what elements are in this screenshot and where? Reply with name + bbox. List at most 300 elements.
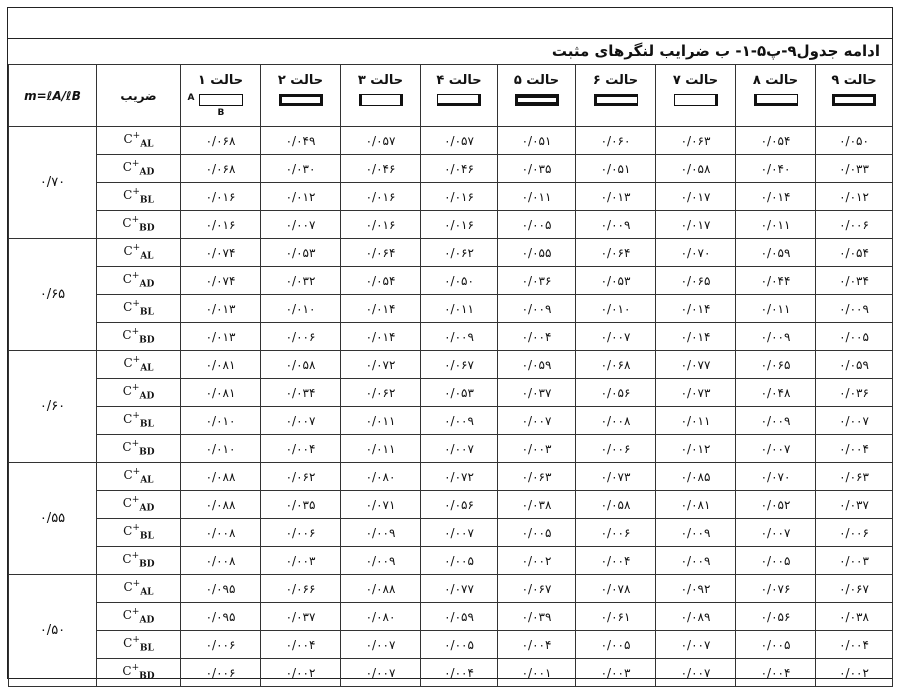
case-2-label: حالت ۲ <box>277 73 324 88</box>
table-cell: ۰/۰۱۴ <box>341 295 421 323</box>
coefficient-symbol <box>97 435 181 463</box>
coefficient-symbol <box>97 631 181 659</box>
coef-sub: BL <box>139 195 154 206</box>
table-cell: ۰/۰۵۴ <box>816 239 893 267</box>
table-cell: ۰/۰۰۱ <box>498 659 576 687</box>
table-cell: ۰/۰۱۳ <box>181 295 261 323</box>
coefficient-symbol <box>97 295 181 323</box>
coefficient-symbol <box>97 463 181 491</box>
coef-sub: BL <box>139 307 154 318</box>
table-cell: ۰/۰۰۷ <box>261 407 341 435</box>
coef-base: C <box>123 188 133 203</box>
table-row <box>9 127 893 155</box>
coef-sub: AL <box>140 139 154 150</box>
coef-sub: AL <box>140 363 154 374</box>
table-cell: ۰/۰۱۱ <box>498 183 576 211</box>
table-cell: ۰/۰۳۰ <box>261 155 341 183</box>
table-cell: ۰/۰۷۰ <box>736 463 816 491</box>
table-cell: ۰/۰۰۵ <box>498 519 576 547</box>
case-1-header <box>181 65 261 127</box>
case-7-slab-icon <box>674 94 718 106</box>
table-cell: ۰/۰۴۸ <box>736 379 816 407</box>
table-cell: ۰/۰۰۷ <box>261 211 341 239</box>
table-title <box>8 38 892 64</box>
coefficient-symbol <box>97 575 181 603</box>
table-cell: ۰/۰۷۸ <box>576 575 656 603</box>
edge-a-label: A <box>187 93 195 103</box>
table-cell: ۰/۰۰۵ <box>498 211 576 239</box>
coef-base: C <box>123 356 133 371</box>
table-cell: ۰/۰۱۰ <box>181 435 261 463</box>
case-3-header <box>341 65 421 127</box>
table-cell: ۰/۰۵۳ <box>261 239 341 267</box>
table-cell: ۰/۰۳۷ <box>498 379 576 407</box>
table-cell: ۰/۰۰۳ <box>498 435 576 463</box>
coef-sub: BD <box>139 559 155 570</box>
table-cell: ۰/۰۱۲ <box>816 183 893 211</box>
coef-sub: BD <box>139 671 155 682</box>
table-cell: ۰/۰۰۳ <box>261 547 341 575</box>
coef-base: C <box>122 384 132 399</box>
case-5-slab-icon <box>515 94 559 106</box>
case-9-header <box>816 65 893 127</box>
coef-sup: + <box>131 663 140 674</box>
table-cell: ۰/۰۰۴ <box>816 435 893 463</box>
table-cell: ۰/۰۱۱ <box>341 407 421 435</box>
table-row <box>9 379 893 407</box>
table-cell: ۰/۰۳۸ <box>816 603 893 631</box>
edge-b-label: B <box>217 108 225 118</box>
case-9-label: حالت ۹ <box>831 73 877 88</box>
table-cell: ۰/۰۸۸ <box>181 491 261 519</box>
table-cell: ۰/۰۰۴ <box>421 659 498 687</box>
coef-base: C <box>122 664 132 679</box>
table-cell: ۰/۰۰۷ <box>341 631 421 659</box>
table-row <box>9 407 893 435</box>
table-cell: ۰/۰۸۹ <box>656 603 736 631</box>
table-row <box>9 575 893 603</box>
table-cell: ۰/۰۴۶ <box>341 155 421 183</box>
table-cell: ۰/۰۶۳ <box>498 463 576 491</box>
table-cell: ۰/۰۰۲ <box>261 659 341 687</box>
table-cell: ۰/۰۹۵ <box>181 603 261 631</box>
table-row <box>9 351 893 379</box>
m-ratio-cell: ۰/۵۰ <box>9 575 97 687</box>
table-cell: ۰/۰۰۸ <box>181 519 261 547</box>
table-cell: ۰/۰۰۷ <box>816 407 893 435</box>
coef-base: C <box>123 468 133 483</box>
table-cell: ۰/۰۱۷ <box>656 211 736 239</box>
table-cell: ۰/۰۵۳ <box>576 267 656 295</box>
table-row <box>9 491 893 519</box>
coef-sub: AD <box>139 279 155 290</box>
case-9-slab-icon <box>832 94 876 106</box>
table-cell: ۰/۰۵۴ <box>341 267 421 295</box>
case-1-slab-icon <box>187 93 243 118</box>
table-row <box>9 267 893 295</box>
coef-base: C <box>123 580 133 595</box>
table-cell: ۰/۰۷۶ <box>736 575 816 603</box>
table-cell: ۰/۰۷۲ <box>341 351 421 379</box>
table-cell: ۰/۰۰۵ <box>736 631 816 659</box>
coef-base: C <box>123 300 133 315</box>
case-8-header <box>736 65 816 127</box>
table-title-text: ادامه جدول۹-پ۵-۱- ب ضرایب لنگرهای مثبت <box>551 42 880 60</box>
table-cell: ۰/۰۰۹ <box>736 323 816 351</box>
table-row <box>9 435 893 463</box>
table-row <box>9 239 893 267</box>
coefficients-table <box>8 64 893 687</box>
table-cell: ۰/۰۰۸ <box>181 547 261 575</box>
table-cell: ۰/۰۰۲ <box>816 659 893 687</box>
table-cell: ۰/۰۰۷ <box>576 323 656 351</box>
case-2-slab-icon <box>279 94 323 106</box>
coef-sup: + <box>131 495 140 506</box>
table-cell: ۰/۰۵۹ <box>816 351 893 379</box>
table-cell: ۰/۰۵۰ <box>816 127 893 155</box>
coef-sup: + <box>132 411 140 422</box>
table-cell: ۰/۰۰۹ <box>816 295 893 323</box>
table-cell: ۰/۰۴۴ <box>736 267 816 295</box>
coef-sup: + <box>131 327 140 338</box>
coefficient-symbol <box>97 155 181 183</box>
table-cell: ۰/۰۱۳ <box>181 323 261 351</box>
coefficient-symbol <box>97 183 181 211</box>
coefficient-symbol <box>97 659 181 687</box>
table-cell: ۰/۰۱۴ <box>656 323 736 351</box>
table-cell: ۰/۰۰۵ <box>576 631 656 659</box>
table-row <box>9 211 893 239</box>
table-cell: ۰/۰۰۶ <box>261 323 341 351</box>
coefficient-header: ضریب <box>97 65 181 127</box>
table-cell: ۰/۰۵۸ <box>656 155 736 183</box>
table-cell: ۰/۰۸۱ <box>181 379 261 407</box>
table-cell: ۰/۰۳۹ <box>498 603 576 631</box>
coef-sup: + <box>131 159 140 170</box>
table-cell: ۰/۰۷۳ <box>576 463 656 491</box>
table-cell: ۰/۰۰۶ <box>816 211 893 239</box>
table-cell: ۰/۰۷۷ <box>421 575 498 603</box>
coef-sup: + <box>132 131 141 142</box>
table-cell: ۰/۰۰۷ <box>736 519 816 547</box>
table-cell: ۰/۰۵۶ <box>421 491 498 519</box>
coef-sup: + <box>132 187 140 198</box>
coef-base: C <box>122 552 132 567</box>
table-cell: ۰/۰۰۹ <box>498 295 576 323</box>
coef-base: C <box>123 244 133 259</box>
table-cell: ۰/۰۵۵ <box>498 239 576 267</box>
table-cell: ۰/۰۶۳ <box>656 127 736 155</box>
coefficient-symbol <box>97 351 181 379</box>
table-cell: ۰/۰۵۹ <box>736 239 816 267</box>
table-cell: ۰/۰۶۵ <box>656 267 736 295</box>
table-cell: ۰/۰۰۷ <box>421 519 498 547</box>
table-cell: ۰/۰۰۹ <box>576 211 656 239</box>
coef-sup: + <box>132 523 140 534</box>
coefficient-symbol <box>97 547 181 575</box>
case-8-label: حالت ۸ <box>752 73 799 88</box>
table-cell: ۰/۰۷۷ <box>656 351 736 379</box>
table-cell: ۰/۰۰۹ <box>341 547 421 575</box>
table-cell: ۰/۰۵۹ <box>421 603 498 631</box>
table-row <box>9 183 893 211</box>
table-cell: ۰/۰۸۰ <box>341 463 421 491</box>
coefficient-symbol <box>97 379 181 407</box>
coef-base: C <box>122 272 132 287</box>
m-ratio-header: m=ℓA/ℓB <box>9 65 97 127</box>
case-7-label: حالت ۷ <box>672 73 719 88</box>
table-cell: ۰/۰۵۶ <box>576 379 656 407</box>
table-cell: ۰/۰۱۰ <box>181 407 261 435</box>
case-3-label: حالت ۳ <box>357 73 404 88</box>
table-cell: ۰/۰۱۶ <box>181 183 261 211</box>
table-cell: ۰/۰۵۱ <box>498 127 576 155</box>
coef-base: C <box>123 412 133 427</box>
m-ratio-cell: ۰/۶۵ <box>9 239 97 351</box>
table-row <box>9 155 893 183</box>
table-cell: ۰/۰۰۶ <box>576 435 656 463</box>
table-cell: ۰/۰۸۸ <box>181 463 261 491</box>
table-row <box>9 295 893 323</box>
table-cell: ۰/۰۱۶ <box>421 183 498 211</box>
table-cell: ۰/۰۶۷ <box>816 575 893 603</box>
table-cell: ۰/۰۰۷ <box>341 659 421 687</box>
table-cell: ۰/۰۰۵ <box>421 631 498 659</box>
table-cell: ۰/۰۴۹ <box>261 127 341 155</box>
table-cell: ۰/۰۵۲ <box>736 491 816 519</box>
coef-base: C <box>122 496 132 511</box>
table-cell: ۰/۰۰۴ <box>576 547 656 575</box>
table-cell: ۰/۰۳۶ <box>816 379 893 407</box>
table-cell: ۰/۰۳۷ <box>261 603 341 631</box>
table-body <box>9 127 893 687</box>
case-6-slab-icon <box>594 94 638 106</box>
table-cell: ۰/۰۰۹ <box>656 547 736 575</box>
table-cell: ۰/۰۳۸ <box>498 491 576 519</box>
table-cell: ۰/۰۰۵ <box>736 547 816 575</box>
table-cell: ۰/۰۳۶ <box>498 267 576 295</box>
table-cell: ۰/۰۶۸ <box>181 155 261 183</box>
coef-base: C <box>122 440 132 455</box>
coefficient-symbol <box>97 211 181 239</box>
table-cell: ۰/۰۳۳ <box>816 155 893 183</box>
case-8-slab-icon <box>754 94 798 106</box>
table-cell: ۰/۰۴۰ <box>736 155 816 183</box>
table-cell: ۰/۰۰۹ <box>421 323 498 351</box>
table-cell: ۰/۰۱۳ <box>576 183 656 211</box>
table-cell: ۰/۰۰۶ <box>181 659 261 687</box>
coef-base: C <box>122 160 132 175</box>
coef-sup: + <box>132 243 141 254</box>
coef-sub: AL <box>140 251 154 262</box>
table-cell: ۰/۰۵۶ <box>736 603 816 631</box>
table-cell: ۰/۰۱۰ <box>576 295 656 323</box>
m-ratio-cell: ۰/۶۰ <box>9 351 97 463</box>
table-cell: ۰/۰۳۵ <box>498 155 576 183</box>
case-5-header <box>498 65 576 127</box>
table-cell: ۰/۰۰۷ <box>656 659 736 687</box>
table-cell: ۰/۰۷۳ <box>656 379 736 407</box>
table-row <box>9 519 893 547</box>
case-6-header <box>576 65 656 127</box>
table-cell: ۰/۰۸۱ <box>656 491 736 519</box>
document-frame <box>7 7 893 682</box>
table-cell: ۰/۰۳۵ <box>261 491 341 519</box>
coef-base: C <box>123 636 133 651</box>
table-row <box>9 603 893 631</box>
coefficient-symbol <box>97 267 181 295</box>
coefficient-symbol <box>97 239 181 267</box>
table-cell: ۰/۰۱۱ <box>736 211 816 239</box>
table-cell: ۰/۰۴۶ <box>421 155 498 183</box>
table-cell: ۰/۰۷۲ <box>421 463 498 491</box>
table-row <box>9 659 893 687</box>
coef-sup: + <box>131 215 140 226</box>
coef-sub: AD <box>139 391 155 402</box>
coef-sup: + <box>132 467 141 478</box>
case-6-label: حالت ۶ <box>592 73 639 88</box>
table-cell: ۰/۰۵۷ <box>421 127 498 155</box>
table-cell: ۰/۰۰۷ <box>421 435 498 463</box>
table-cell: ۰/۰۳۷ <box>816 491 893 519</box>
coef-sup: + <box>131 439 140 450</box>
case-2-header <box>261 65 341 127</box>
table-cell: ۰/۰۰۹ <box>656 519 736 547</box>
case-4-slab-icon <box>437 94 481 106</box>
table-cell: ۰/۰۶۴ <box>576 239 656 267</box>
table-cell: ۰/۰۰۴ <box>261 631 341 659</box>
coef-base: C <box>122 328 132 343</box>
coef-sub: BD <box>139 223 155 234</box>
table-cell: ۰/۰۶۴ <box>341 239 421 267</box>
table-cell: ۰/۰۰۷ <box>736 435 816 463</box>
table-cell: ۰/۰۶۸ <box>181 127 261 155</box>
coef-sup: + <box>131 551 140 562</box>
header-row <box>9 65 893 127</box>
table-cell: ۰/۰۰۵ <box>816 323 893 351</box>
coefficient-symbol <box>97 323 181 351</box>
table-cell: ۰/۰۰۶ <box>181 631 261 659</box>
table-cell: ۰/۰۶۲ <box>341 379 421 407</box>
table-cell: ۰/۰۱۶ <box>341 183 421 211</box>
m-ratio-cell: ۰/۵۵ <box>9 463 97 575</box>
table-cell: ۰/۰۱۱ <box>341 435 421 463</box>
table-cell: ۰/۰۶۳ <box>816 463 893 491</box>
table-cell: ۰/۰۱۱ <box>656 407 736 435</box>
case-7-header <box>656 65 736 127</box>
table-cell: ۰/۰۶۵ <box>736 351 816 379</box>
coef-sup: + <box>132 355 141 366</box>
table-cell: ۰/۰۱۶ <box>341 211 421 239</box>
table-cell: ۰/۰۵۰ <box>421 267 498 295</box>
table-cell: ۰/۰۰۴ <box>816 631 893 659</box>
table-cell: ۰/۰۱۶ <box>421 211 498 239</box>
table-cell: ۰/۰۳۴ <box>816 267 893 295</box>
coef-sup: + <box>131 383 140 394</box>
case-1-label: حالت ۱ <box>197 73 244 88</box>
table-cell: ۰/۰۹۲ <box>656 575 736 603</box>
coefficient-symbol <box>97 519 181 547</box>
table-cell: ۰/۰۶۸ <box>576 351 656 379</box>
table-cell: ۰/۰۰۷ <box>498 407 576 435</box>
coef-sub: BD <box>139 335 155 346</box>
table-cell: ۰/۰۶۲ <box>421 239 498 267</box>
table-cell: ۰/۰۰۷ <box>656 631 736 659</box>
table-row <box>9 323 893 351</box>
coef-sub: AD <box>139 615 155 626</box>
table-cell: ۰/۰۰۴ <box>498 631 576 659</box>
table-cell: ۰/۰۸۱ <box>181 351 261 379</box>
table-cell: ۰/۰۰۶ <box>261 519 341 547</box>
coefficient-symbol <box>97 127 181 155</box>
table-cell: ۰/۰۰۳ <box>816 547 893 575</box>
table-cell: ۰/۰۵۳ <box>421 379 498 407</box>
coef-sub: BD <box>139 447 155 458</box>
table-cell: ۰/۰۷۱ <box>341 491 421 519</box>
coef-sup: + <box>132 635 140 646</box>
coef-sup: + <box>132 579 141 590</box>
table-cell: ۰/۰۱۲ <box>656 435 736 463</box>
coef-sub: BL <box>139 419 154 430</box>
table-cell: ۰/۰۱۴ <box>736 183 816 211</box>
case-4-label: حالت ۴ <box>436 73 482 88</box>
table-cell: ۰/۰۸۰ <box>341 603 421 631</box>
table-cell: ۰/۰۶۶ <box>261 575 341 603</box>
coef-sup: + <box>132 299 140 310</box>
m-ratio-cell: ۰/۷۰ <box>9 127 97 239</box>
table-cell: ۰/۰۵۸ <box>576 491 656 519</box>
coef-base: C <box>123 132 133 147</box>
case-5-label: حالت ۵ <box>513 73 560 88</box>
table-cell: ۰/۰۰۶ <box>816 519 893 547</box>
table-cell: ۰/۰۱۷ <box>656 183 736 211</box>
table-cell: ۰/۰۱۶ <box>181 211 261 239</box>
table-cell: ۰/۰۰۲ <box>498 547 576 575</box>
table-cell: ۰/۰۶۷ <box>421 351 498 379</box>
table-cell: ۰/۰۶۰ <box>576 127 656 155</box>
coefficient-symbol <box>97 603 181 631</box>
table-cell: ۰/۰۷۰ <box>656 239 736 267</box>
coef-sub: BL <box>139 643 154 654</box>
coef-base: C <box>122 216 132 231</box>
coef-sup: + <box>131 271 140 282</box>
table-cell: ۰/۰۰۹ <box>341 519 421 547</box>
table-cell: ۰/۰۵۴ <box>736 127 816 155</box>
table-cell: ۰/۰۰۴ <box>261 435 341 463</box>
table-row <box>9 631 893 659</box>
table-cell: ۰/۰۱۴ <box>341 323 421 351</box>
table-cell: ۰/۰۶۷ <box>498 575 576 603</box>
table-cell: ۰/۰۹۵ <box>181 575 261 603</box>
coef-sub: AD <box>139 503 155 514</box>
table-cell: ۰/۰۸۸ <box>341 575 421 603</box>
table-cell: ۰/۰۰۹ <box>421 407 498 435</box>
table-cell: ۰/۰۱۰ <box>261 295 341 323</box>
table-cell: ۰/۰۰۸ <box>576 407 656 435</box>
table-cell: ۰/۰۵۱ <box>576 155 656 183</box>
table-cell: ۰/۰۱۱ <box>736 295 816 323</box>
table-cell: ۰/۰۰۴ <box>498 323 576 351</box>
coef-sub: AL <box>140 587 154 598</box>
case-4-header <box>421 65 498 127</box>
table-cell: ۰/۰۰۵ <box>421 547 498 575</box>
coef-base: C <box>123 524 133 539</box>
table-cell: ۰/۰۸۵ <box>656 463 736 491</box>
coef-sup: + <box>131 607 140 618</box>
table-cell: ۰/۰۱۴ <box>656 295 736 323</box>
coef-base: C <box>122 608 132 623</box>
table-cell: ۰/۰۰۶ <box>576 519 656 547</box>
